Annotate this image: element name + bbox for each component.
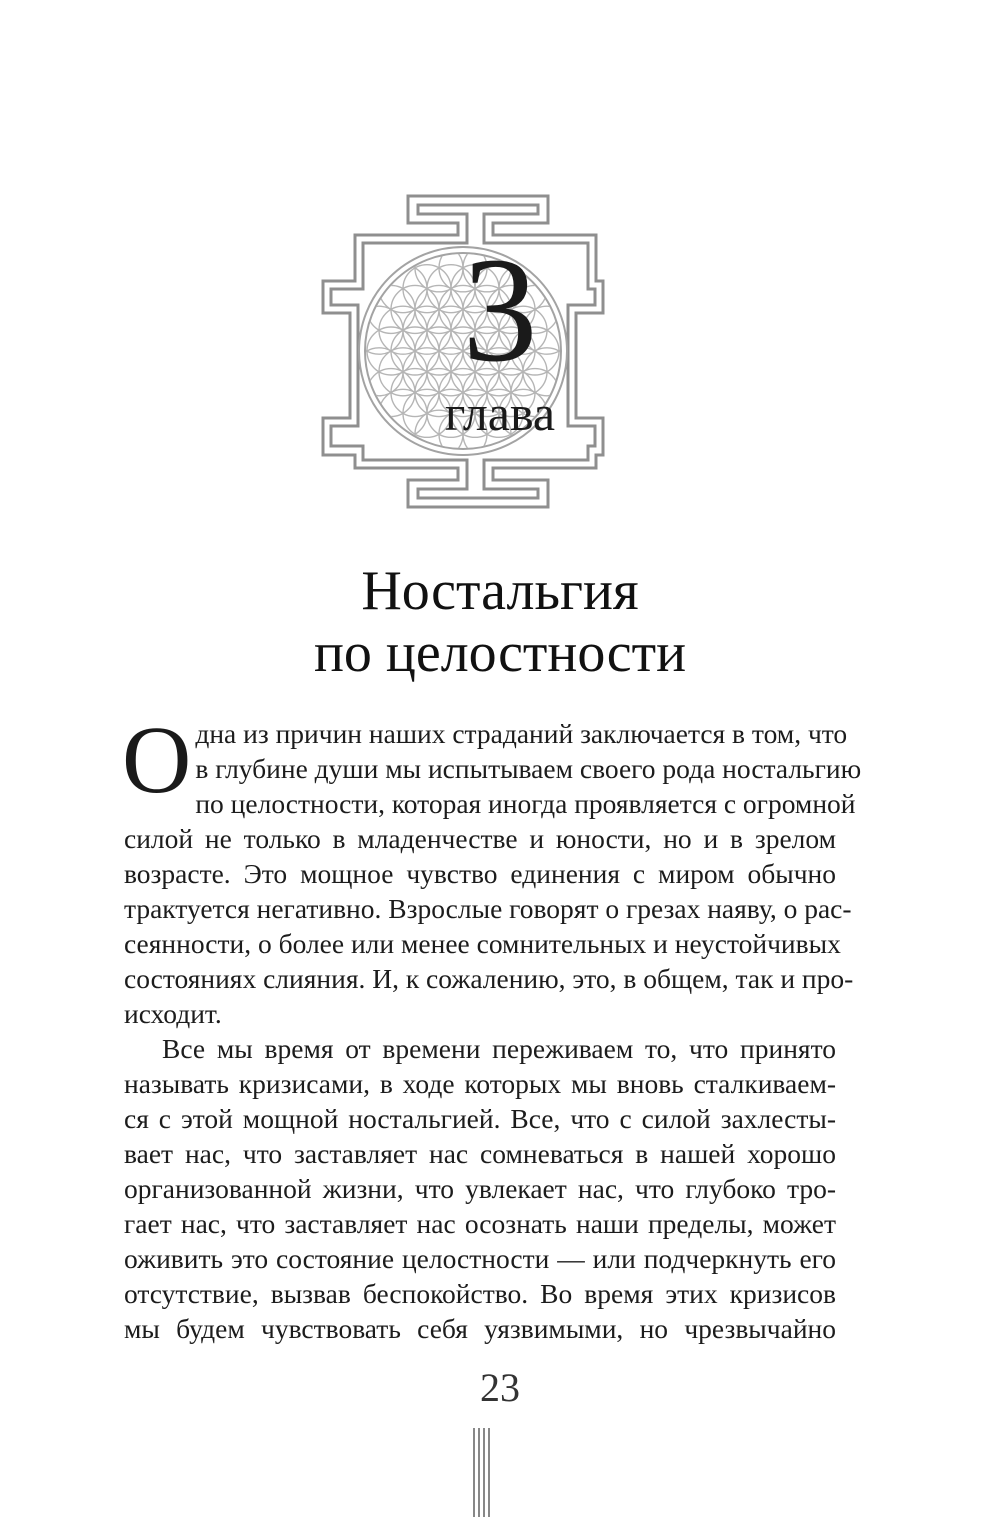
text-line: в глубине души мы испытываем своего рода ностальгию — [195, 753, 862, 784]
text-line: гает нас, что заставляет нас осознать наши пределы, может — [124, 1208, 836, 1239]
chapter-word: глава — [444, 385, 556, 441]
text-line: Все мы время от времени переживаем то, что принято — [162, 1033, 836, 1064]
text-line: вает нас, что заставляет нас сомневаться в нашей хорошо — [124, 1138, 836, 1169]
title-line-2: по целостности — [313, 621, 687, 684]
text-line: возрасте. Это мощное чувство единения с миром обычно — [124, 858, 836, 889]
text-line: организованной жизни, что увлекает нас, что глубоко тро- — [124, 1173, 836, 1204]
chapter-number: 3 — [462, 227, 538, 393]
text-line: оживить это состояние целостности — или подчеркнуть его — [124, 1243, 836, 1274]
text-line: по целостности, которая иногда проявляется с огромной — [195, 788, 856, 819]
text-line: отсутствие, вызвав беспокойство. Во время этих кризисов — [124, 1278, 836, 1309]
body-text — [122, 706, 862, 1346]
chapter-title — [0, 560, 1000, 684]
text-line: называть кризисами, в ходе которых мы вновь сталкиваем- — [124, 1068, 836, 1099]
text-line: ся с этой мощной ностальгией. Все, что с силой захлесты- — [124, 1103, 836, 1134]
text-line: дна из причин наших страданий заключается в том, что — [195, 718, 848, 749]
text-line: исходит. — [124, 998, 222, 1029]
text-line: мы будем чувствовать себя уязвимыми, но чрезвычайно — [124, 1313, 836, 1344]
drop-cap: О — [122, 706, 192, 813]
text-line: силой не только в младенчестве и юности, но и в зрелом — [124, 823, 836, 854]
page-number: 23 — [480, 1365, 520, 1410]
paragraph-2 — [124, 1031, 836, 1346]
title-line-1: Ностальгия — [361, 559, 639, 622]
text-line: сеянности, о более или менее сомнительных и неустойчивых — [124, 928, 841, 959]
paragraph-1 — [122, 706, 862, 1031]
text-line: состояниях слияния. И, к сожалению, это, в общем, так и про- — [124, 963, 854, 994]
text-line: трактуется негативно. Взрослые говорят о грезах наяву, о рас- — [124, 893, 852, 924]
decorative-bars — [472, 1428, 492, 1517]
